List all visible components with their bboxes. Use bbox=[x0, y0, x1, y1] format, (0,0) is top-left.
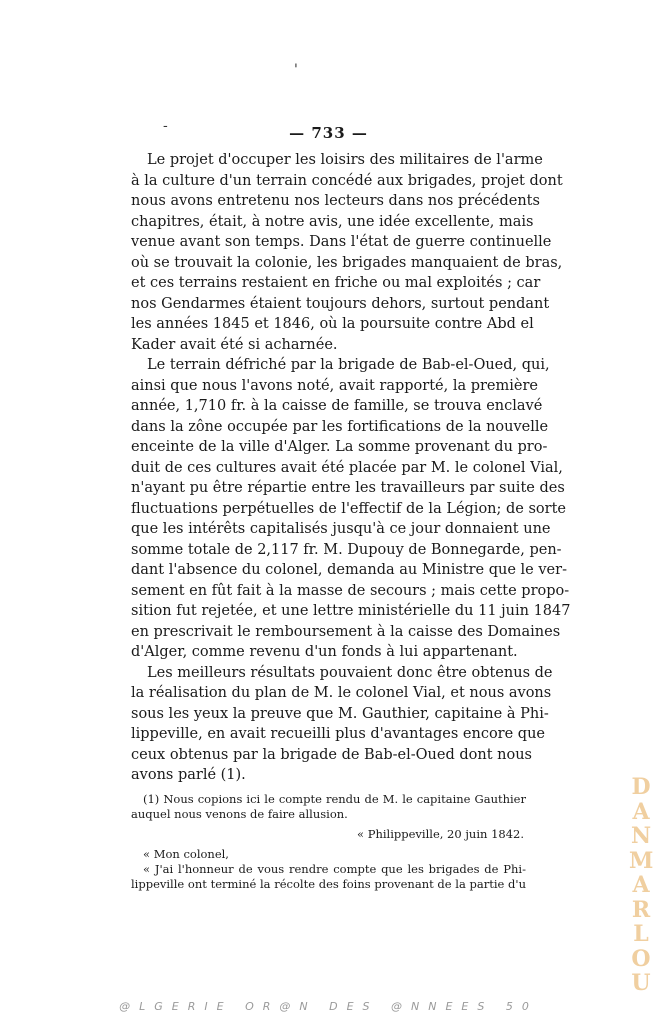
text-line: enceinte de la ville d'Alger. La somme provenant du pro- bbox=[131, 439, 548, 455]
text-line: chapitres, était, à notre avis, une idée excellente, mais bbox=[131, 213, 534, 230]
text-line: en prescrivait le remboursement à la caisse des Domaines bbox=[131, 623, 561, 640]
text-line: lippeville, en avait recueilli plus d'avantages encore que bbox=[131, 726, 545, 742]
text-line: Les meilleurs résultats pouvaient donc être obtenus de bbox=[147, 664, 553, 681]
text-line: Kader avait été si acharnée. bbox=[131, 336, 338, 353]
text-line: sition fut rejetée, et une lettre ministérielle du 11 juin 1847 bbox=[131, 603, 571, 619]
text-line: venue avant son temps. Dans l'état de guerre continuelle bbox=[131, 234, 552, 250]
text-line: Le terrain défriché par la brigade de Bab-el-Oued, qui, bbox=[147, 357, 550, 373]
text-line: ainsi que nous l'avons noté, avait rapporté, la première bbox=[131, 377, 538, 394]
footnote bbox=[131, 792, 526, 892]
vertical-watermark-letter: M bbox=[629, 847, 654, 874]
vertical-watermark bbox=[629, 775, 653, 996]
text-line: duit de ces cultures avait été placée par M. le colonel Vial, bbox=[131, 459, 563, 476]
text-line: dant l'absence du colonel, demanda au Ministre que le ver- bbox=[131, 562, 567, 578]
stray-mark-top: ' bbox=[294, 62, 298, 78]
text-line: Le projet d'occuper les loisirs des militaires de l'arme bbox=[147, 152, 543, 168]
text-line: nous avons entretenu nos lecteurs dans nos précédents bbox=[131, 193, 540, 209]
text-line: dans la zône occupée par les fortifications de la nouvelle bbox=[131, 418, 549, 435]
footnote-line: auquel nous venons de faire allusion. bbox=[131, 807, 348, 821]
footer-watermark: @LGERIE OR@N DES @NNEES 50 bbox=[119, 1000, 538, 1013]
text-line: la réalisation du plan de M. le colonel Vial, et nous avons bbox=[131, 685, 552, 701]
vertical-watermark-letter: A bbox=[632, 872, 650, 898]
footnote-salutation: « Mon colonel, bbox=[143, 847, 229, 861]
text-line: les années 1845 et 1846, où la poursuite contre Abd el bbox=[131, 316, 534, 332]
vertical-watermark-letter: N bbox=[630, 823, 652, 849]
text-line: somme totale de 2,117 fr. M. Dupouy de Bonnegarde, pen- bbox=[131, 541, 562, 558]
text-line: avons parlé (1). bbox=[131, 767, 246, 783]
text-line: à la culture d'un terrain concédé aux brigades, projet dont bbox=[131, 172, 563, 189]
page-number-header: — 733 — bbox=[289, 124, 368, 142]
body-text bbox=[131, 150, 571, 786]
text-line: où se trouvait la colonie, les brigades manquaient de bras, bbox=[131, 254, 563, 271]
text-line: n'ayant pu être répartie entre les travailleurs par suite des bbox=[131, 480, 565, 496]
footnote-letter-line: lippeville ont terminé la récolte des foins provenant de la partie d'u bbox=[131, 877, 526, 891]
text-line: que les intérêts capitalisés jusqu'à ce jour donnaient une bbox=[131, 521, 551, 537]
text-line: sous les yeux la preuve que M. Gauthier, capitaine à Phi- bbox=[131, 705, 549, 722]
text-line: et ces terrains restaient en friche ou mal exploités ; car bbox=[131, 275, 541, 291]
stray-mark-left: - bbox=[163, 118, 168, 134]
text-line: nos Gendarmes étaient toujours dehors, surtout pendant bbox=[131, 295, 550, 312]
text-line: sement en fût fait à la masse de secours ; mais cette propo- bbox=[131, 582, 570, 599]
vertical-watermark-letter: D bbox=[631, 774, 651, 800]
text-line: fluctuations perpétuelles de l'effectif de la Légion; de sorte bbox=[131, 500, 566, 517]
vertical-watermark-letter: O bbox=[631, 945, 651, 972]
text-line: d'Alger, comme revenu d'un fonds à lui appartenant. bbox=[131, 644, 518, 660]
text-line: année, 1,710 fr. à la caisse de famille, se trouva enclavé bbox=[131, 398, 543, 414]
vertical-watermark-letter: R bbox=[631, 896, 651, 923]
vertical-watermark-letter: L bbox=[633, 921, 649, 947]
footnote-line: (1) Nous copions ici le compte rendu de M. le capitaine Gauthier bbox=[143, 792, 526, 806]
vertical-watermark-letter: A bbox=[632, 798, 650, 825]
text-line: ceux obtenus par la brigade de Bab-el-Oued dont nous bbox=[131, 746, 532, 763]
footnote-dateline: « Philippeville, 20 juin 1842. bbox=[357, 827, 524, 841]
footnote-letter-line: « J'ai l'honneur de vous rendre compte que les brigades de Phi- bbox=[143, 862, 526, 876]
vertical-watermark-letter: U bbox=[631, 970, 651, 996]
